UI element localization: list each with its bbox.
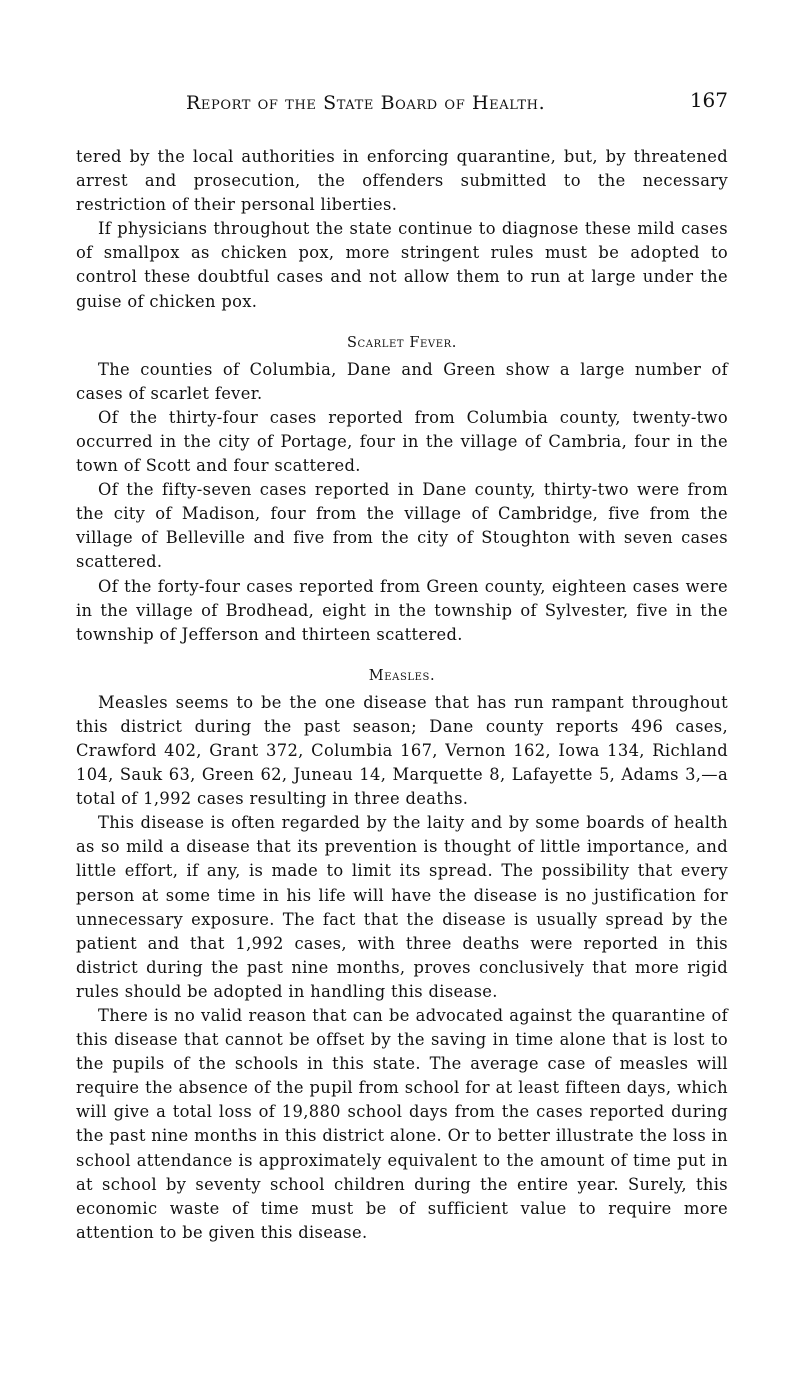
paragraph-columbia: Of the thirty-four cases reported from Columbia county, twenty-two occurred in the city of Portage, four in the village of Cambria, four in the town of Scott and four scattered.	[76, 407, 728, 476]
paragraph-continued: tered by the local authorities in enforcing quarantine, but, by threatened arrest and prosecution, the offenders submitted to the necessary restriction of their personal liberties.	[76, 147, 728, 215]
section-heading-scarlet-fever: Scarlet Fever.	[347, 334, 457, 351]
paragraph-scarlet-intro: The counties of Columbia, Dane and Green show a large number of cases of scarlet fever.	[76, 359, 728, 403]
page-header	[76, 88, 732, 122]
paragraph-dane: Of the fifty-seven cases reported in Dane county, thirty-two were from the city of Madison, four from the village of Cambridge, five from the village of Belleville and five from the city of Stoughton with seven cases scattered.	[76, 480, 728, 572]
paragraph-measles-counts: Measles seems to be the one disease that has run rampant throughout this district during the past season; Dane county reports 496 cases, Crawford 402, Grant 372, Columbia 167, Vernon 162, Iowa 134, Richland 104, Sauk 63, Green 62, Juneau 14, Marquette 8, Lafayette 5, Adams 3,—a total of 1,992 cases resulting in three deaths.	[76, 692, 728, 809]
paragraph-measles-laity: This disease is often regarded by the laity and by some boards of health as so mild a disease that its prevention is thought of little importance, and little effort, if any, is made to limit its spread. The possibility that every person at some time in his life will have the disease is no justification for unnecessary exposure. The fact that the disease is usually spread by the patient and that 1,992 cases, with three deaths were reported in this district during the past nine months, proves conclusively that more rigid rules should be adopted in handling this disease.	[76, 813, 728, 1001]
running-title: Report of the State Board of Health.	[186, 92, 546, 114]
paragraph-smallpox: If physicians throughout the state continue to diagnose these mild cases of smallpox as chicken pox, more stringent rules must be adopted to control these doubtful cases and not allow them to run at large under the guise of chicken pox.	[76, 219, 728, 311]
section-heading-measles: Measles.	[368, 667, 436, 684]
page-body	[76, 145, 728, 1245]
paragraph-measles-quarantine: There is no valid reason that can be advocated against the quarantine of this disease that cannot be offset by the saving in time alone that is lost to the pupils of the schools in this state. The average case of measles will require the absence of the pupil from school for at least fifteen days, which will give a total loss of 19,880 school days from the cases reported during the past nine months in this district alone. Or to better illustrate the loss in school attendance is approximately equivalent to the amount of time put in at school by seventy school children during the entire year. Surely, this economic waste of time must be of sufficient value to require more attention to be given this disease.	[76, 1006, 728, 1242]
paragraph-green: Of the forty-four cases reported from Green county, eighteen cases were in the village of Brodhead, eight in the township of Sylvester, five in the township of Jefferson and thirteen scattered.	[76, 576, 728, 644]
page-number: 167	[689, 88, 728, 112]
